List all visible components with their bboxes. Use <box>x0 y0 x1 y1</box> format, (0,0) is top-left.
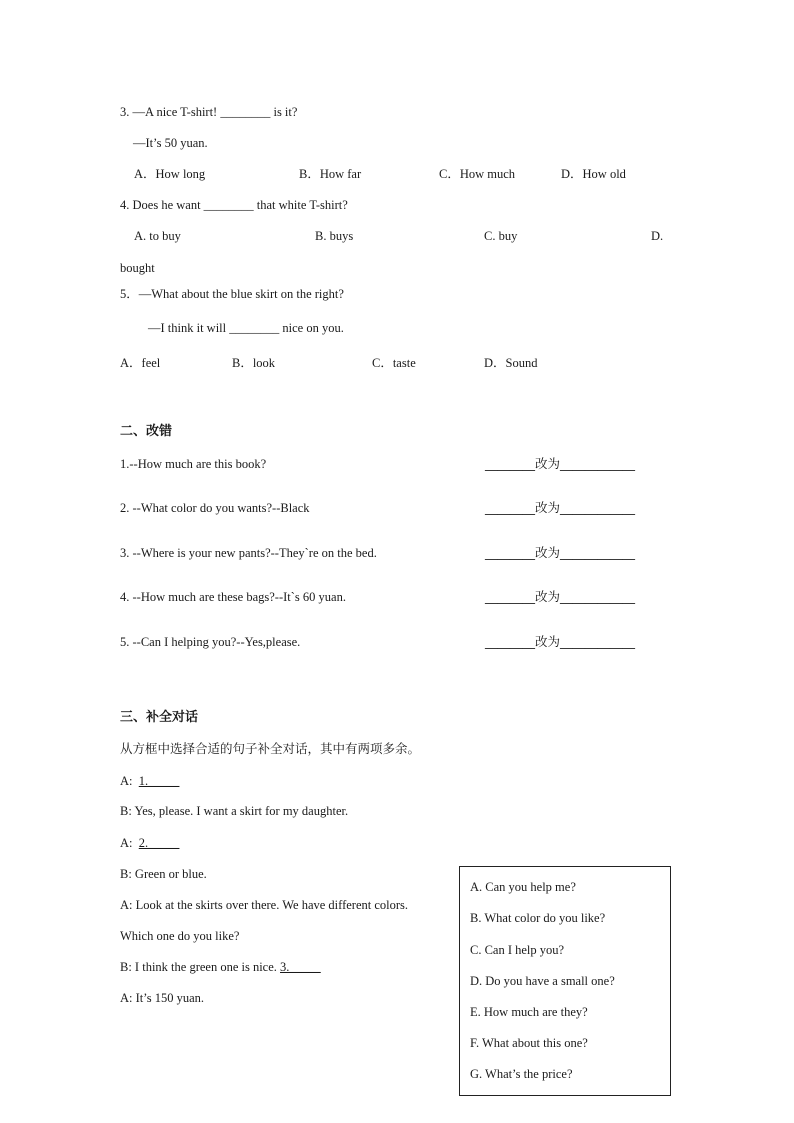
dialogue-speaker: A: <box>120 774 133 788</box>
q5-option-c: C．taste <box>372 356 416 370</box>
box-option-c: C. Can I help you? <box>470 943 565 957</box>
dialogue-blank-3: 3._____ <box>280 960 321 974</box>
q3-option-c: C．How much <box>439 167 516 181</box>
correction-answer-1: ________改为____________ <box>485 456 636 471</box>
q4-option-d: D. <box>651 229 664 243</box>
dialogue-blank-2: 2._____ <box>138 836 180 850</box>
dialogue-line-8: A: It’s 150 yuan. <box>120 991 205 1005</box>
q4-option-a: A. to buy <box>134 229 181 243</box>
q4-option-d-wrap: bought <box>120 261 155 275</box>
correction-answer-3: ________改为____________ <box>485 545 636 560</box>
q5-option-a: A．feel <box>120 356 161 370</box>
box-option-a: A. Can you help me? <box>470 880 576 894</box>
box-option-f: F. What about this one? <box>470 1036 588 1050</box>
correction-item-4: 4. --How much are these bags?--It`s 60 yuan. <box>120 590 346 604</box>
box-option-e: E. How much are they? <box>470 1005 588 1019</box>
q5-option-d: D．Sound <box>484 356 538 370</box>
q5-stem: 5．—What about the blue skirt on the right? <box>120 287 344 301</box>
correction-answer-2: ________改为____________ <box>485 500 636 515</box>
dialogue-line-4: B: Green or blue. <box>120 867 207 881</box>
q3-option-d: D．How old <box>561 167 626 181</box>
box-option-g: G. What’s the price? <box>470 1067 573 1081</box>
box-option-b: B. What color do you like? <box>470 911 606 925</box>
section2-title: 二、改错 <box>120 424 173 439</box>
q3-option-a: A．How long <box>134 167 206 181</box>
q3-reply: —It’s 50 yuan. <box>133 136 208 150</box>
dialogue-blank-1: 1._____ <box>138 774 180 788</box>
correction-item-1: 1.--How much are this book? <box>120 457 267 471</box>
q5-option-b: B．look <box>232 356 276 370</box>
dialogue-line-6: Which one do you like? <box>120 929 240 943</box>
correction-item-2: 2. --What color do you wants?--Black <box>120 501 310 515</box>
dialogue-line-5: A: Look at the skirts over there. We have different colors. <box>120 898 409 912</box>
q4-option-b: B. buys <box>315 229 354 243</box>
dialogue-line-7 <box>120 959 321 975</box>
correction-item-5: 5. --Can I helping you?--Yes,please. <box>120 635 301 649</box>
q4-option-c: C. buy <box>484 229 518 243</box>
q3-option-b: B．How far <box>299 167 362 181</box>
dialogue-line-1 <box>120 773 179 789</box>
dialogue-line-2: B: Yes, please. I want a skirt for my daughter. <box>120 804 349 818</box>
dialogue-line-3 <box>120 835 179 851</box>
q4-stem: 4. Does he want ________ that white T-shirt? <box>120 198 348 212</box>
section3-instruction: 从方框中选择合适的句子补全对话，其中有两项多余。 <box>120 741 421 756</box>
options-box <box>459 866 671 1096</box>
box-option-d: D. Do you have a small one? <box>470 974 615 988</box>
q5-reply: —I think it will ________ nice on you. <box>148 321 344 335</box>
section3-title: 三、补全对话 <box>120 710 199 725</box>
dialogue-speaker: A: <box>120 836 133 850</box>
correction-answer-4: ________改为____________ <box>485 589 636 604</box>
dialogue-line-7-text: B: I think the green one is nice. <box>120 960 277 974</box>
correction-item-3: 3. --Where is your new pants?--They`re on the bed. <box>120 546 377 560</box>
q3-stem: 3. —A nice T-shirt! ________ is it? <box>120 105 298 119</box>
correction-answer-5: ________改为____________ <box>485 634 636 649</box>
